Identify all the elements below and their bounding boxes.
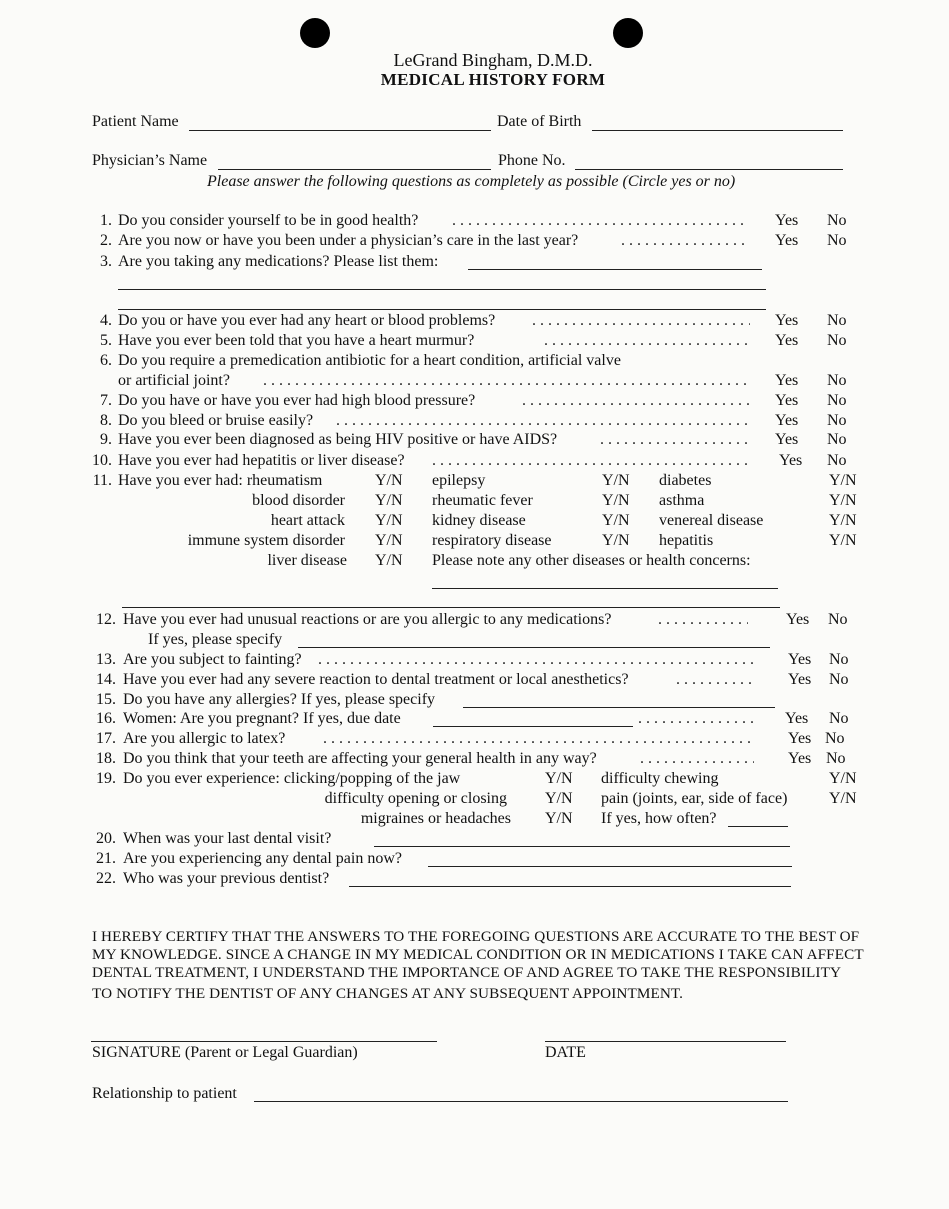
yn-heart-attack[interactable]: Y/N xyxy=(375,512,403,529)
question-text: Do you have or have you ever had high blood pressure? xyxy=(118,392,476,409)
last-dental-visit-field[interactable] xyxy=(374,846,790,847)
condition-heart-attack: heart attack xyxy=(270,512,345,529)
question-text: Are you subject to fainting? xyxy=(123,651,302,668)
certification-line-2: MY KNOWLEDGE. SINCE A CHANGE IN MY MEDICAL CONDITION OR IN MEDICATIONS I TAKE CAN AFFECT xyxy=(92,946,864,963)
yn-venereal-disease[interactable]: Y/N xyxy=(829,512,857,529)
yn-liver-disease[interactable]: Y/N xyxy=(375,552,403,569)
condition-respiratory-disease: respiratory disease xyxy=(432,532,552,549)
relationship-label: Relationship to patient xyxy=(92,1085,237,1102)
symptom-migraines: migraines or headaches xyxy=(360,810,511,827)
question-text: When was your last dental visit? xyxy=(123,830,332,847)
yn-rheumatism[interactable]: Y/N xyxy=(375,472,403,489)
question-text: Do you require a premedication antibiotic for a heart condition, artificial valve xyxy=(118,352,621,369)
leader-dots xyxy=(432,453,750,469)
question-number: 16. xyxy=(96,710,116,727)
yes-option[interactable]: Yes xyxy=(775,431,799,448)
yn-immune-system-disorder[interactable]: Y/N xyxy=(375,532,403,549)
yn-diabetes[interactable]: Y/N xyxy=(829,472,857,489)
question-number: 10. xyxy=(92,452,112,469)
leader-dots xyxy=(263,373,750,389)
patient-name-field[interactable] xyxy=(189,130,491,131)
question-text: Have you ever had unusual reactions or are you allergic to any medications? xyxy=(123,611,612,628)
no-option[interactable]: No xyxy=(827,431,847,448)
date-of-birth-field[interactable] xyxy=(592,130,843,131)
yes-option[interactable]: Yes xyxy=(788,750,812,767)
question-text: Are you taking any medications? Please list them: xyxy=(118,253,439,270)
yes-option[interactable]: Yes xyxy=(775,212,799,229)
question-text: Do you ever experience: clicking/popping of the jaw xyxy=(123,770,461,787)
question-number: 14. xyxy=(96,671,116,688)
leader-dots xyxy=(658,612,748,628)
signature-field[interactable] xyxy=(91,1041,437,1042)
question-text: Have you ever had: rheumatism xyxy=(118,472,323,489)
yn-difficulty-opening[interactable]: Y/N xyxy=(545,790,573,807)
yn-rheumatic-fever[interactable]: Y/N xyxy=(602,492,630,509)
condition-epilepsy: epilepsy xyxy=(432,472,486,489)
no-option[interactable]: No xyxy=(829,651,849,668)
leader-dots xyxy=(544,333,750,349)
condition-venereal-disease: venereal disease xyxy=(659,512,764,529)
signature-label: SIGNATURE (Parent or Legal Guardian) xyxy=(92,1044,358,1061)
date-label: DATE xyxy=(545,1044,586,1061)
symptom-pain: pain (joints, ear, side of face) xyxy=(601,790,788,807)
date-field[interactable] xyxy=(545,1041,786,1042)
question-text: Are you allergic to latex? xyxy=(123,730,286,747)
yn-blood-disorder[interactable]: Y/N xyxy=(375,492,403,509)
question-number: 11. xyxy=(92,472,112,489)
no-option[interactable]: No xyxy=(827,312,847,329)
question-number: 15. xyxy=(96,691,116,708)
physician-name-label: Physician’s Name xyxy=(92,152,208,169)
patient-name-label: Patient Name xyxy=(92,113,179,130)
previous-dentist-field[interactable] xyxy=(349,886,791,887)
question-number: 12. xyxy=(96,611,116,628)
yes-option[interactable]: Yes xyxy=(785,710,809,727)
question-text: Do you have any allergies? If yes, please specify xyxy=(123,691,436,708)
question-number: 3. xyxy=(100,253,112,270)
condition-liver-disease: liver disease xyxy=(267,552,347,569)
certification-line-3: DENTAL TREATMENT, I UNDERSTAND THE IMPORTANCE OF AND AGREE TO TAKE THE RESPONSIBILITY xyxy=(92,964,842,981)
physician-name-field[interactable] xyxy=(218,169,491,170)
question-number: 6. xyxy=(100,352,112,369)
leader-dots xyxy=(532,313,750,329)
question-text: Are you now or have you been under a physician’s care in the last year? xyxy=(118,232,579,249)
no-option[interactable]: No xyxy=(826,750,846,767)
yn-clicking-jaw[interactable]: Y/N xyxy=(545,770,573,787)
yes-option[interactable]: Yes xyxy=(775,312,799,329)
certification-line-1: I HEREBY CERTIFY THAT THE ANSWERS TO THE FOREGOING QUESTIONS ARE ACCURATE TO THE BEST OF xyxy=(92,928,860,945)
certification-line-4: TO NOTIFY THE DENTIST OF ANY CHANGES AT ANY SUBSEQUENT APPOINTMENT. xyxy=(92,985,684,1002)
condition-kidney-disease: kidney disease xyxy=(432,512,526,529)
question-text-continued: If yes, please specify xyxy=(148,631,283,648)
question-number: 20. xyxy=(96,830,116,847)
no-option[interactable]: No xyxy=(827,232,847,249)
other-diseases-field[interactable] xyxy=(432,588,778,589)
question-number: 18. xyxy=(96,750,116,767)
due-date-field[interactable] xyxy=(433,726,633,727)
condition-rheumatic-fever: rheumatic fever xyxy=(432,492,533,509)
question-number: 21. xyxy=(96,850,116,867)
phone-field[interactable] xyxy=(575,169,843,170)
medications-field[interactable] xyxy=(468,269,762,270)
question-text: Are you experiencing any dental pain now? xyxy=(123,850,403,867)
how-often-label: If yes, how often? xyxy=(601,810,717,827)
question-text: Do you think that your teeth are affecting your general health in any way? xyxy=(123,750,597,767)
doctor-name: LeGrand Bingham, D.M.D. xyxy=(393,50,593,70)
question-text: Have you ever been diagnosed as being HIV positive or have AIDS? xyxy=(118,431,558,448)
question-number: 4. xyxy=(100,312,112,329)
question-text-continued: or artificial joint? xyxy=(118,372,230,389)
no-option[interactable]: No xyxy=(829,710,849,727)
other-diseases-field-line-2[interactable] xyxy=(122,607,780,608)
no-option[interactable]: No xyxy=(827,332,847,349)
allergies-field[interactable] xyxy=(463,707,775,708)
condition-diabetes: diabetes xyxy=(659,472,712,489)
phone-label: Phone No. xyxy=(498,152,566,169)
yn-respiratory-disease[interactable]: Y/N xyxy=(602,532,630,549)
yes-option[interactable]: Yes xyxy=(775,392,799,409)
yn-kidney-disease[interactable]: Y/N xyxy=(602,512,630,529)
question-number: 5. xyxy=(100,332,112,349)
leader-dots xyxy=(522,393,750,409)
question-number: 9. xyxy=(100,431,112,448)
question-number: 1. xyxy=(100,212,112,229)
date-of-birth-label: Date of Birth xyxy=(497,113,582,130)
question-number: 2. xyxy=(100,232,112,249)
no-option[interactable]: No xyxy=(829,671,849,688)
instructions: Please answer the following questions as completely as possible (Circle yes or no) xyxy=(207,173,736,190)
leader-dots xyxy=(318,652,758,668)
leader-dots xyxy=(336,413,750,429)
condition-blood-disorder: blood disorder xyxy=(252,492,345,509)
dental-pain-field[interactable] xyxy=(428,866,792,867)
yes-option[interactable]: Yes xyxy=(775,412,799,429)
question-text: Who was your previous dentist? xyxy=(123,870,330,887)
question-number: 19. xyxy=(96,770,116,787)
question-number: 7. xyxy=(100,392,112,409)
question-number: 13. xyxy=(96,651,116,668)
yes-option[interactable]: Yes xyxy=(786,611,810,628)
other-diseases-label: Please note any other diseases or health concerns: xyxy=(432,552,751,569)
punch-hole-left xyxy=(300,18,330,48)
punch-hole-right xyxy=(613,18,643,48)
yes-option[interactable]: Yes xyxy=(779,452,803,469)
symptom-difficulty-chewing: difficulty chewing xyxy=(601,770,719,787)
question-text: Women: Are you pregnant? If yes, due date xyxy=(123,710,401,727)
leader-dots xyxy=(600,432,750,448)
question-text: Have you ever been told that you have a heart murmur? xyxy=(118,332,475,349)
question-text: Have you ever had hepatitis or liver disease? xyxy=(118,452,405,469)
question-text: Do you or have you ever had any heart or blood problems? xyxy=(118,312,496,329)
yn-pain[interactable]: Y/N xyxy=(829,790,857,807)
yes-option[interactable]: Yes xyxy=(788,651,812,668)
question-number: 8. xyxy=(100,412,112,429)
yn-hepatitis[interactable]: Y/N xyxy=(829,532,857,549)
no-option[interactable]: No xyxy=(827,372,847,389)
yes-option[interactable]: Yes xyxy=(788,730,812,747)
leader-dots xyxy=(676,672,756,688)
medications-field-line-3[interactable] xyxy=(118,309,766,310)
medication-reaction-field[interactable] xyxy=(298,647,770,648)
no-option[interactable]: No xyxy=(825,730,845,747)
leader-dots xyxy=(638,711,756,727)
yes-option[interactable]: Yes xyxy=(788,671,812,688)
yes-option[interactable]: Yes xyxy=(775,332,799,349)
no-option[interactable]: No xyxy=(828,611,848,628)
relationship-field[interactable] xyxy=(254,1101,788,1102)
condition-asthma: asthma xyxy=(659,492,705,509)
condition-immune-system-disorder: immune system disorder xyxy=(187,532,345,549)
question-text: Do you bleed or bruise easily? xyxy=(118,412,314,429)
question-number: 17. xyxy=(96,730,116,747)
yn-difficulty-chewing[interactable]: Y/N xyxy=(829,770,857,787)
yes-option[interactable]: Yes xyxy=(775,232,799,249)
question-text: Do you consider yourself to be in good health? xyxy=(118,212,419,229)
yes-option[interactable]: Yes xyxy=(775,372,799,389)
leader-dots xyxy=(621,233,746,249)
condition-hepatitis: hepatitis xyxy=(659,532,714,549)
leader-dots xyxy=(452,213,746,229)
medications-field-line-2[interactable] xyxy=(118,289,766,290)
symptom-difficulty-opening: difficulty opening or closing xyxy=(324,790,507,807)
no-option[interactable]: No xyxy=(827,452,847,469)
question-text: Have you ever had any severe reaction to dental treatment or local anesthetics? xyxy=(123,671,629,688)
question-number: 22. xyxy=(96,870,116,887)
no-option[interactable]: No xyxy=(827,412,847,429)
no-option[interactable]: No xyxy=(827,212,847,229)
no-option[interactable]: No xyxy=(827,392,847,409)
yn-asthma[interactable]: Y/N xyxy=(829,492,857,509)
yn-migraines[interactable]: Y/N xyxy=(545,810,573,827)
leader-dots xyxy=(640,751,754,767)
form-title: MEDICAL HISTORY FORM xyxy=(380,70,606,89)
yn-epilepsy[interactable]: Y/N xyxy=(602,472,630,489)
leader-dots xyxy=(323,731,753,747)
how-often-field[interactable] xyxy=(728,826,788,827)
